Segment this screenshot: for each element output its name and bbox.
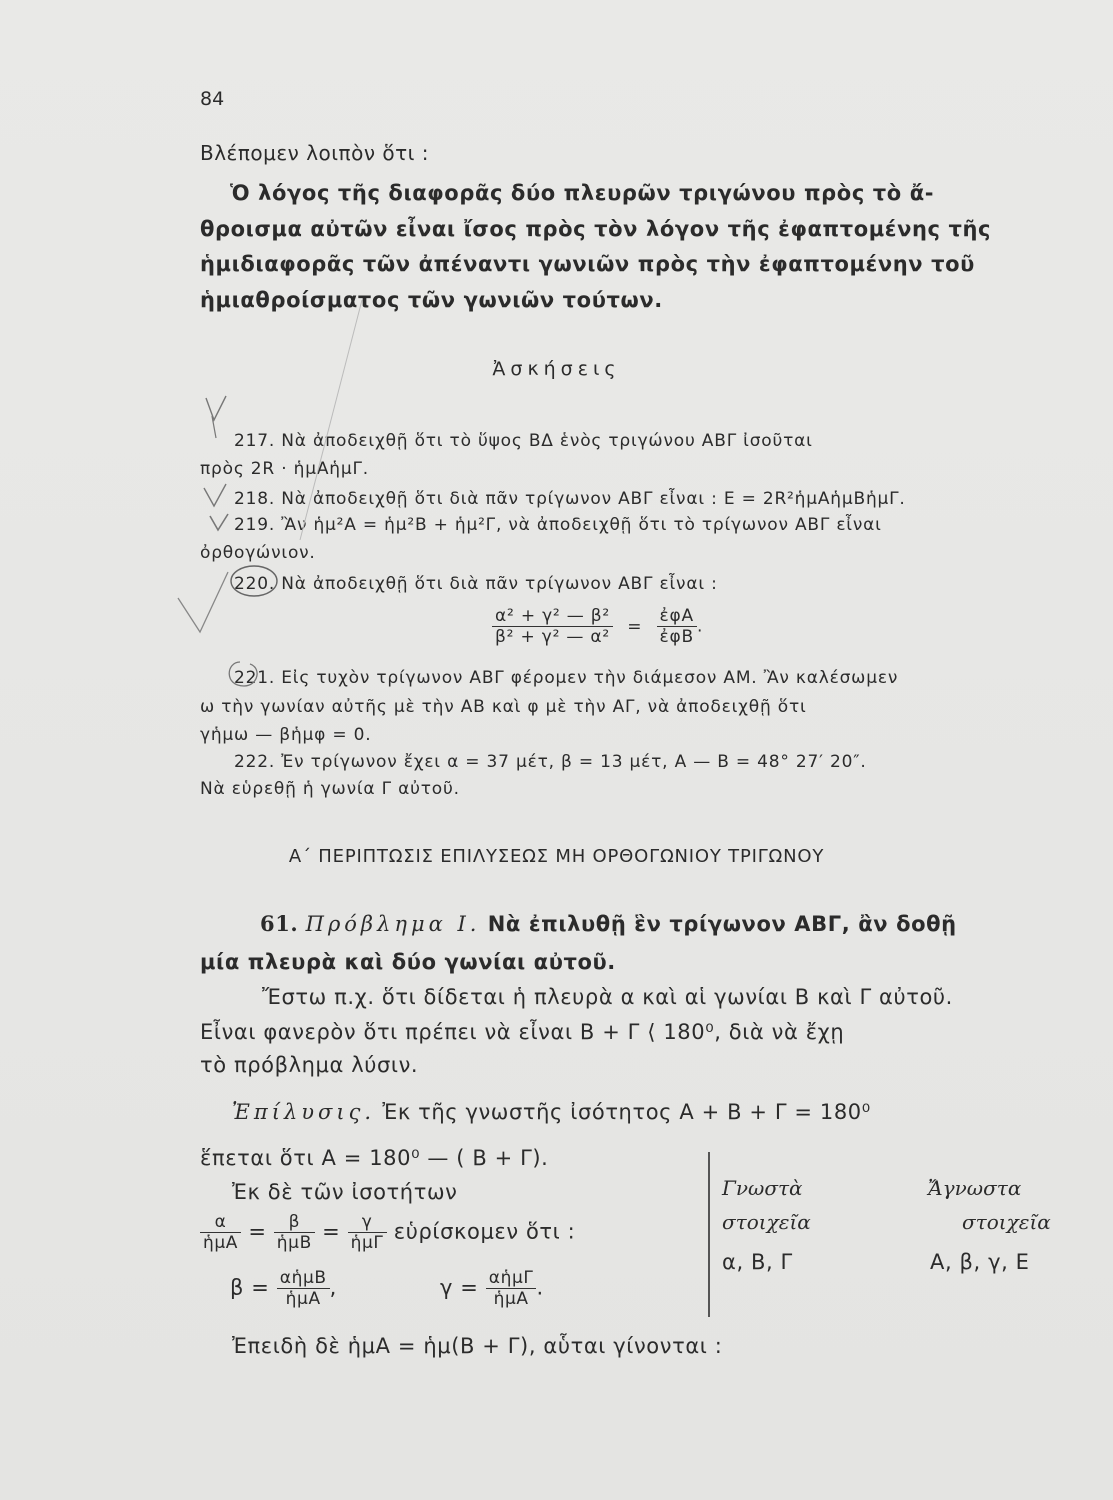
exercise-219: 219. Ἂν ἡμ²Α = ἡμ²Β + ἡμ²Γ, νὰ ἀποδειχθῇ ὅτι τὸ τρίγωνον ΑΒΓ εἶναι bbox=[234, 515, 882, 535]
circle-mark bbox=[231, 566, 277, 596]
known-heading: Γνωστὰ bbox=[722, 1176, 803, 1200]
known-values: α, Β, Γ bbox=[722, 1250, 793, 1274]
exercise-221-cont2: γἡμω — βἡμφ = 0. bbox=[200, 725, 372, 745]
numerator: ἐφΑ bbox=[657, 606, 697, 627]
equals-sign: = bbox=[627, 616, 643, 637]
solution-label: Ἐπίλυσις. bbox=[232, 1100, 376, 1124]
exercise-221-cont: ω τὴν γωνίαν αὐτῆς μὲ τὴν ΑΒ καὶ φ μὲ τὴν ΑΓ, νὰ ἀποδειχθῇ ὅτι bbox=[200, 697, 807, 717]
checkmark-icon bbox=[210, 514, 228, 530]
page-number: 84 bbox=[200, 88, 225, 110]
theorem-line: θροισμα αὐτῶν εἶναι ἴσος πρὸς τὸν λόγον τῆς ἐφαπτομένης τῆς bbox=[200, 216, 992, 241]
circle-mark bbox=[229, 662, 257, 686]
exercises-heading: Ἀσκήσεις bbox=[492, 358, 621, 380]
final-line: Ἐπειδὴ δὲ ἡμΑ = ἡμ(Β + Γ), αὗται γίνονται : bbox=[232, 1334, 723, 1358]
exercise-221: 221. Εἰς τυχὸν τρίγωνον ΑΒΓ φέρομεν τὴν διάμεσον ΑΜ. Ἂν καλέσωμεν bbox=[234, 668, 899, 688]
gamma-formula: γ = $\frac{\text{αἡμΓ}}{\text{ἡμΑ}}$ . bbox=[440, 1268, 544, 1309]
theorem-line: ἡμιαθροίσματος τῶν γωνιῶν τούτων. bbox=[200, 287, 663, 312]
from-equalities: Ἐκ δὲ τῶν ἰσοτήτων bbox=[232, 1180, 458, 1204]
problem-text: Νὰ ἐπιλυθῇ ἓν τρίγωνον ΑΒΓ, ἂν δοθῇ bbox=[487, 912, 957, 936]
exercise-222: 222. Ἐν τρίγωνον ἔχει α = 37 μέτ, β = 13 μέτ, Α — Β = 48° 27′ 20″. bbox=[234, 752, 867, 772]
known-heading-2: στοιχεῖα bbox=[722, 1210, 811, 1234]
section-title: Α΄ ΠΕΡΙΠΤΩΣΙΣ ΕΠΙΛΥΣΕΩΣ ΜΗ ΟΡΘΟΓΩΝΙΟΥ ΤΡΙΓΩΝΟΥ bbox=[288, 846, 825, 867]
ratio-a: $\frac{\alpha}{\text{ἡμΑ}}$ bbox=[200, 1212, 241, 1253]
beta-formula: β = $\frac{\text{αἡμΒ}}{\text{ἡμΑ}}$ , bbox=[230, 1268, 337, 1309]
problem-text-cont: μία πλευρὰ καὶ δύο γωνίαι αὐτοῦ. bbox=[200, 950, 616, 974]
paragraph-line: τὸ πρόβλημα λύσιν. bbox=[200, 1053, 419, 1077]
follows-line: ἕπεται ὅτι Α = 180⁰ — ( Β + Γ). bbox=[200, 1146, 549, 1170]
checkmark-icon bbox=[204, 484, 226, 506]
faint-pencil-line bbox=[300, 300, 362, 540]
theorem-line: Ὁ λόγος τῆς διαφορᾶς δύο πλευρῶν τριγώνου πρὸς τὸ ἄ- bbox=[230, 181, 935, 205]
exercise-219-cont: ὀρθογώνιον. bbox=[200, 543, 316, 563]
unknown-values: Α, β, γ, Ε bbox=[930, 1250, 1030, 1274]
intro-text: Βλέπομεν λοιπὸν ὅτι : bbox=[200, 141, 429, 165]
exercise-217-cont: πρὸς 2R · ἡμΑἡμΓ. bbox=[200, 459, 369, 479]
numerator: α² + γ² — β² bbox=[492, 606, 613, 627]
denominator: β² + γ² — α² bbox=[495, 627, 611, 647]
exercise-218: 218. Νὰ ἀποδειχθῇ ὅτι διὰ πᾶν τρίγωνον ΑΒΓ εἶναι : Ε = 2R²ἡμΑἡμΒἡμΓ. bbox=[234, 489, 906, 509]
checkmark-icon bbox=[178, 572, 228, 632]
theorem-line: ἡμιδιαφορᾶς τῶν ἀπέναντι γωνιῶν πρὸς τὴν ἐφαπτομένην τοῦ bbox=[200, 252, 975, 276]
solution-text: Ἐκ τῆς γνωστῆς ἰσότητος Α + Β + Γ = 180⁰ bbox=[382, 1100, 871, 1124]
problem-label: Πρόβλημα Ι. bbox=[305, 912, 481, 936]
exercise-222-cont: Νὰ εὑρεθῇ ἡ γωνία Γ αὐτοῦ. bbox=[200, 779, 460, 799]
problem-number: 61. bbox=[260, 911, 299, 936]
checkmark-icon bbox=[206, 396, 226, 420]
exercise-217: 217. Νὰ ἀποδειχθῇ ὅτι τὸ ὕψος ΒΔ ἑνὸς τριγώνου ΑΒΓ ἰσοῦται bbox=[234, 431, 813, 451]
find-text: εὑρίσκομεν ὅτι : bbox=[393, 1219, 576, 1244]
ratio-g: $\frac{\gamma}{\text{ἡμΓ}}$ bbox=[348, 1212, 387, 1253]
exercise-220: 220. Νὰ ἀποδειχθῇ ὅτι διὰ πᾶν τρίγωνον ΑΒΓ εἶναι : bbox=[234, 574, 718, 594]
ratio-b: $\frac{\beta}{\text{ἡμΒ}}$ bbox=[274, 1212, 315, 1253]
exercise-220-formula: $\frac{\text{α² + γ² — β²}}{\text{β² + γ² — α²}}$ = $\frac{\text{ἐφΑ}}{\text{ἐφΒ}}$ . bbox=[492, 606, 703, 647]
denominator: ἐφΒ bbox=[659, 627, 694, 647]
unknown-heading-2: στοιχεῖα bbox=[962, 1210, 1051, 1234]
paragraph-line: Εἶναι φανερὸν ὅτι πρέπει νὰ εἶναι Β + Γ ⟨ 180⁰, διὰ νὰ ἔχῃ bbox=[200, 1020, 845, 1044]
ratio-equation: $\frac{\alpha}{\text{ἡμΑ}}$ = $\frac{\beta}{\text{ἡμΒ}}$ = $\frac{\gamma}{\text{ἡμΓ}}$ εὑρίσκομεν ὅτι : bbox=[200, 1212, 575, 1253]
unknown-heading: Ἄγνωστα bbox=[928, 1176, 1022, 1200]
paragraph-line: Ἔστω π.χ. ὅτι δίδεται ἡ πλευρὰ α καὶ αἱ γωνίαι Β καὶ Γ αὐτοῦ. bbox=[262, 985, 953, 1009]
